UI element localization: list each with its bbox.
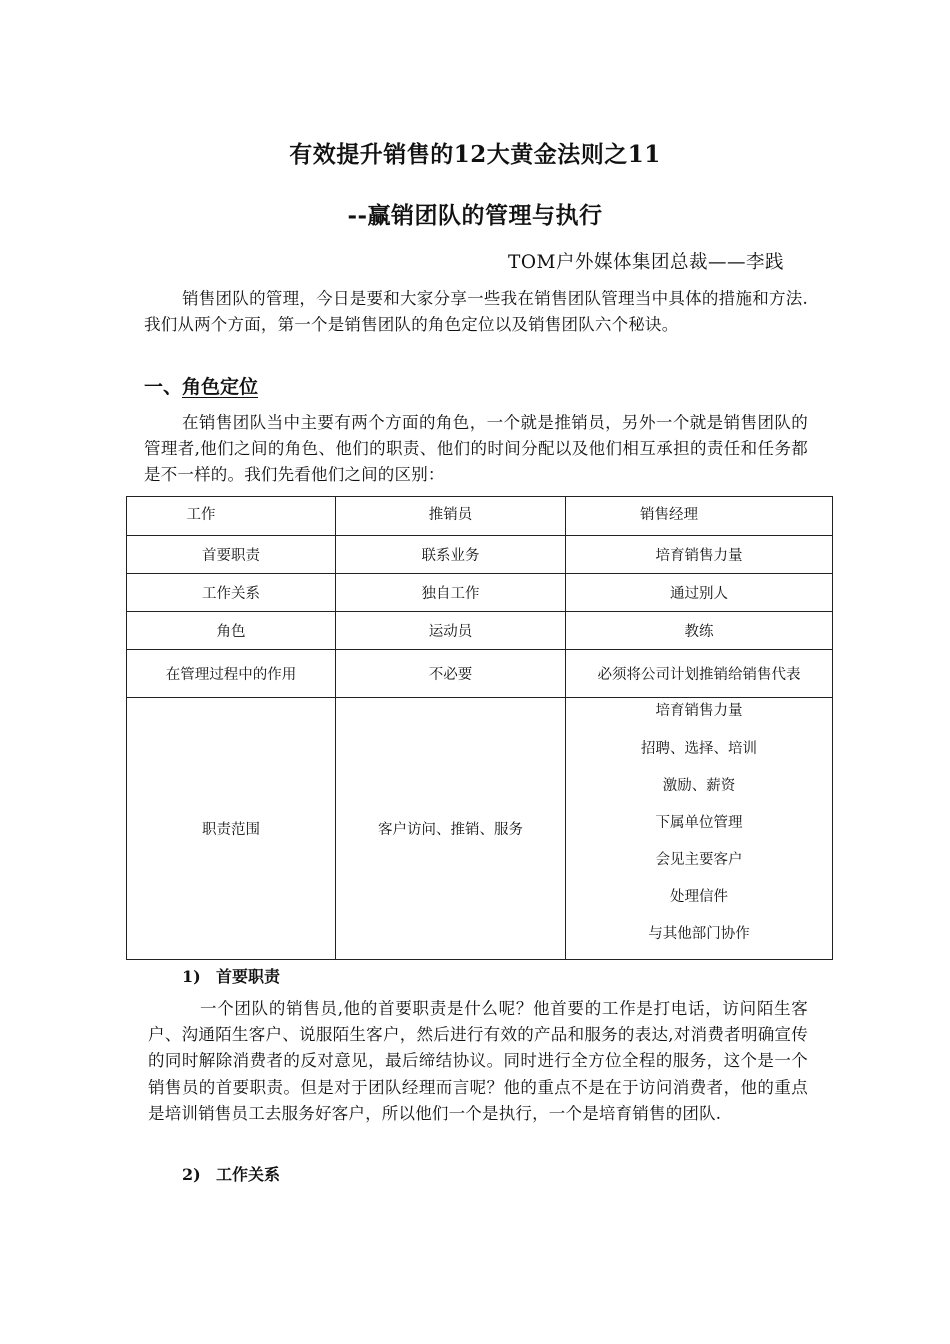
document-title: 有效提升销售的12大黄金法则之11 [289,141,661,168]
section-paragraph: 在销售团队当中主要有两个方面的角色，一个就是推销员，另外一个就是销售团队的管理者,他们之间的角色、他们的职责、他们的时间分配以及他们相互承担的责任和任务都是不一样的。我们先看他们之间的区别： [144,413,808,485]
table-cell: 独自工作 [336,574,566,612]
table-cell: 首要职责 [127,536,336,574]
table-cell: 运动员 [336,612,566,650]
table-cell: 不必要 [336,650,566,698]
subheading-title: 首要职责 [216,967,281,986]
table-cell: 角色 [127,612,336,650]
table-row [127,536,833,574]
list-item: 培育销售力量 [655,703,743,720]
table-cell: 工作关系 [127,574,336,612]
table-header-cell: 推销员 [336,497,566,536]
list-item: 招聘、选择、培训 [641,740,757,757]
section-title: 角色定位 [182,376,259,398]
table-header-cell: 销售经理 [566,497,833,536]
list-item: 会见主要客户 [655,852,743,869]
subheading-title: 工作关系 [216,1165,281,1184]
list-item: 激励、薪资 [662,777,736,794]
table-row [127,650,833,698]
subheading-number: 2) [182,1165,201,1184]
table-cell: 必须将公司计划推销给销售代表 [566,650,833,698]
list-item: 下属单位管理 [655,814,743,831]
subheading-1 [182,964,280,987]
role-comparison-table [126,496,833,960]
author-line: TOM户外媒体集团总裁——李践 [508,252,784,273]
table-cell: 通过别人 [566,574,833,612]
section-heading [144,372,258,399]
table-cell: 在管理过程中的作用 [127,650,336,698]
list-item: 处理信件 [670,889,728,906]
table-cell [566,698,833,960]
table-header-cell: 工作 [127,497,336,536]
subsection-paragraph: 一个团队的销售员,他的首要职责是什么呢？他首要的工作是打电话，访问陌生客户、沟通陌生客户、说服陌生客户，然后进行有效的产品和服务的表达,对消费者明确宣传的同时解除消费者的反对意见，最后缔结协议。同时进行全方位全程的服务，这个是一个销售员的首要职责。但是对于团队经理而言呢？他的重点不是在于访问消费者，他的重点是培训销售员工去服务好客户，所以他们一个是执行，一个是培育销售的团队. [148,999,808,1123]
list-item: 与其他部门协作 [648,926,750,943]
table-row [127,698,833,960]
table-row [127,574,833,612]
table-header-row [127,497,833,536]
manager-scope-list [566,698,832,958]
table-cell: 教练 [566,612,833,650]
subheading-number: 1) [182,967,201,986]
table-row [127,612,833,650]
document-subtitle: --赢销团队的管理与执行 [347,202,603,229]
table-cell: 培育销售力量 [566,536,833,574]
section-number: 一、 [144,376,183,398]
table-cell: 职责范围 [127,698,336,960]
subheading-2 [182,1162,280,1185]
table-cell: 客户访问、推销、服务 [336,698,566,960]
intro-paragraph: 销售团队的管理，今日是要和大家分享一些我在销售团队管理当中具体的措施和方法.我们从两个方面，第一个是销售团队的角色定位以及销售团队六个秘诀。 [144,289,808,335]
table-cell: 联系业务 [336,536,566,574]
